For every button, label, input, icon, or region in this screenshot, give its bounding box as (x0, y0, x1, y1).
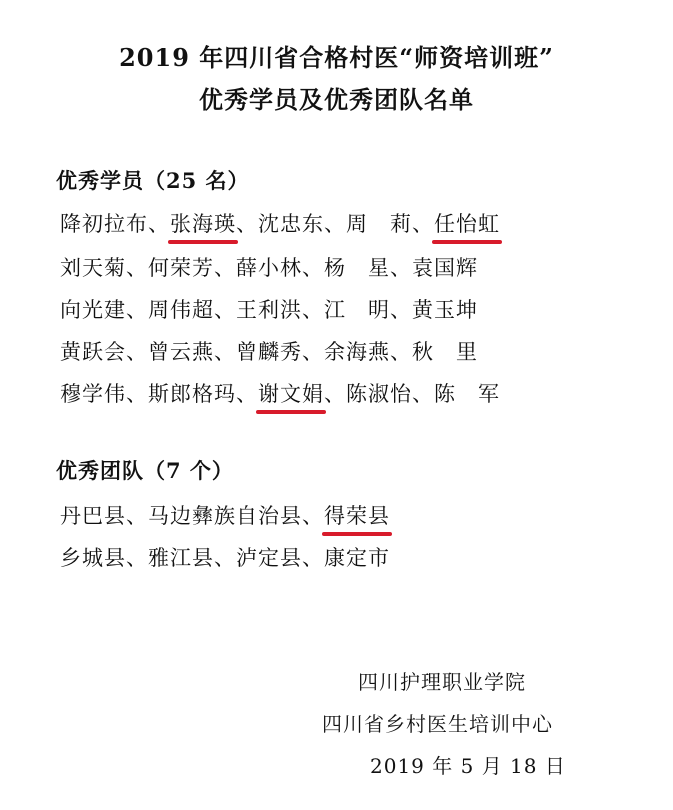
teams-row-1 (60, 500, 390, 530)
teams-heading: 优秀团队（7 个） (56, 458, 234, 483)
students-row-1 (60, 208, 500, 238)
students-row-3-text: 向光建、周伟超、王利洪、江 明、黄玉坤 (60, 298, 478, 322)
highlighted-name-zhang-haiying: 张海瑛 (170, 208, 236, 238)
students-row-5 (60, 378, 500, 408)
teams-row-1-part-1: 丹巴县、马边彝族自治县、 (60, 504, 324, 528)
students-row-3 (60, 294, 478, 324)
highlighted-name-ren-yihong: 任怡虹 (434, 208, 500, 238)
students-row-2-text: 刘天菊、何荣芳、薛小林、杨 星、袁国辉 (60, 256, 478, 280)
signature-date: 2019 年 5 月 18 日 (370, 754, 566, 778)
students-row-1-part-3: 、沈忠东、周 莉、 (236, 212, 434, 236)
highlighted-name-xie-wenjuan: 谢文娟 (258, 378, 324, 408)
teams-row-2-text: 乡城县、雅江县、泸定县、康定市 (60, 546, 390, 570)
students-row-2 (60, 252, 478, 282)
students-row-1-part-1: 降初拉布、 (60, 212, 170, 236)
signature-org-1: 四川护理职业学院 (358, 670, 526, 694)
signature-org-2: 四川省乡村医生培训中心 (322, 712, 553, 736)
students-row-5-part-3: 、陈淑怡、陈 军 (324, 382, 500, 406)
students-row-5-part-1: 穆学伟、斯郎格玛、 (60, 382, 258, 406)
document-title-line2: 优秀学员及优秀团队名单 (199, 85, 474, 114)
students-heading: 优秀学员（25 名） (56, 168, 250, 193)
document-title-line1: 2019 年四川省合格村医“师资培训班” (119, 43, 554, 72)
highlighted-team-derong: 得荣县 (324, 500, 390, 530)
students-row-4 (60, 336, 478, 366)
teams-row-2 (60, 542, 390, 572)
students-row-4-text: 黄跃会、曾云燕、曾麟秀、余海燕、秋 里 (60, 340, 478, 364)
